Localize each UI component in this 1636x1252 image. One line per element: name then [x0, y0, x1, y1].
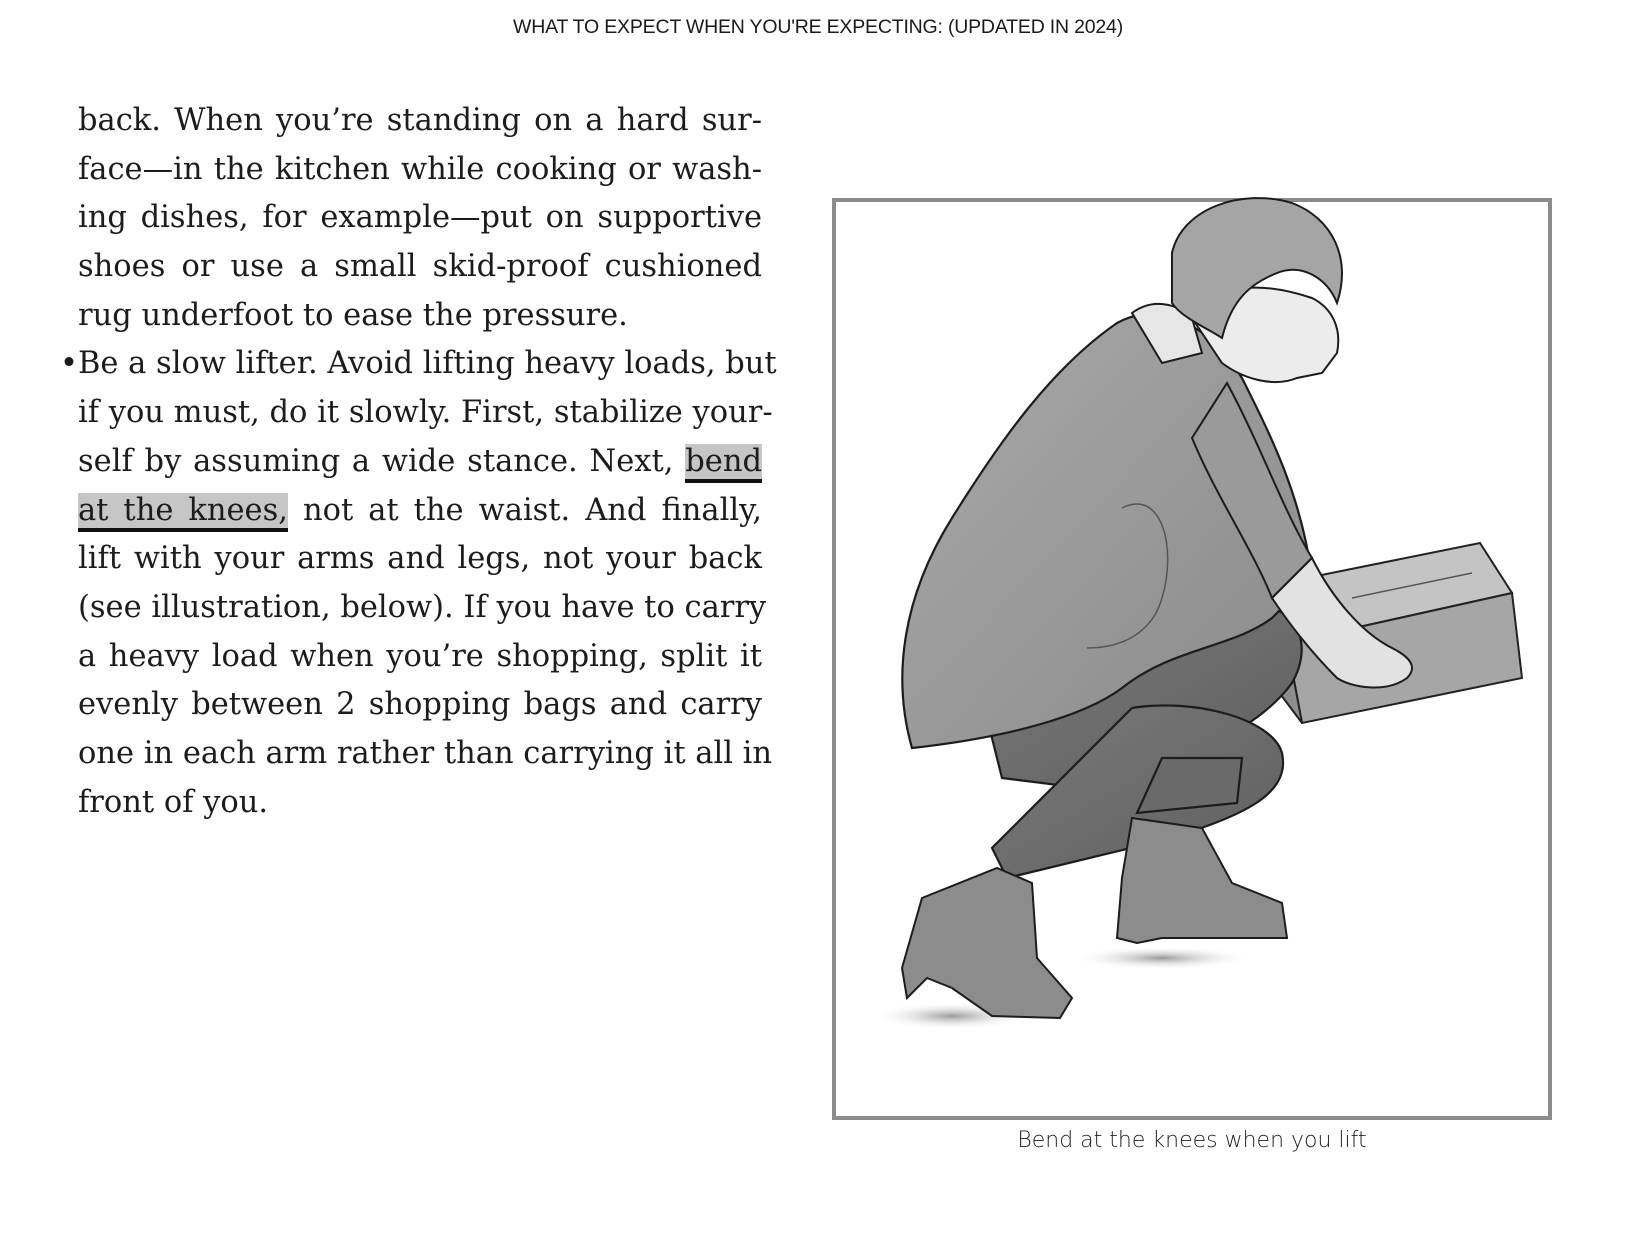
- text-line: one in each arm rather than carrying it all in: [78, 735, 773, 771]
- text-line: rug underfoot to ease the pressure.: [78, 297, 628, 333]
- text-line: ing dishes, for example—put on supportive: [78, 200, 762, 236]
- text-line: face—in the kitchen while cooking or wash-: [78, 151, 762, 187]
- text-line: front of you.: [78, 784, 269, 820]
- bullet-icon: •: [60, 346, 78, 382]
- text-line: (see illustration, below). If you have to carry: [78, 589, 767, 625]
- bullet-item-slow-lifter: [60, 340, 777, 827]
- text-line: back. When you’re standing on a hard sur-: [78, 103, 762, 138]
- text-line: evenly between 2 shopping bags and carry: [78, 687, 762, 723]
- text-line: shoes or use a small skid-proof cushioned: [78, 249, 762, 285]
- text-line-with-highlight: [78, 487, 762, 536]
- text-line: a heavy load when you’re shopping, split it: [78, 638, 762, 674]
- highlighted-text[interactable]: bend: [685, 444, 762, 483]
- floor-shadow: [1072, 946, 1252, 970]
- text-fragment: not at the waist. And finally,: [287, 492, 762, 528]
- text-line: if you must, do it slowly. First, stabilize your-: [78, 395, 773, 431]
- text-line: Be a slow lifter. Avoid lifting heavy loads, but: [78, 346, 777, 382]
- body-text: [60, 97, 777, 827]
- figure-caption: Bend at the knees when you lift: [1017, 1128, 1367, 1153]
- head: [1132, 198, 1342, 382]
- illustration-woman-lifting-box: [832, 178, 1632, 1118]
- running-head-title: WHAT TO EXPECT WHEN YOU'RE EXPECTING: (UPDATED IN 2024): [513, 16, 1123, 38]
- text-fragment: self by assuming a wide stance. Next,: [78, 443, 686, 479]
- highlighted-text[interactable]: at the knees,: [78, 493, 288, 532]
- text-line-with-highlight: [78, 438, 762, 487]
- text-line: lift with your arms and legs, not your back: [78, 541, 762, 577]
